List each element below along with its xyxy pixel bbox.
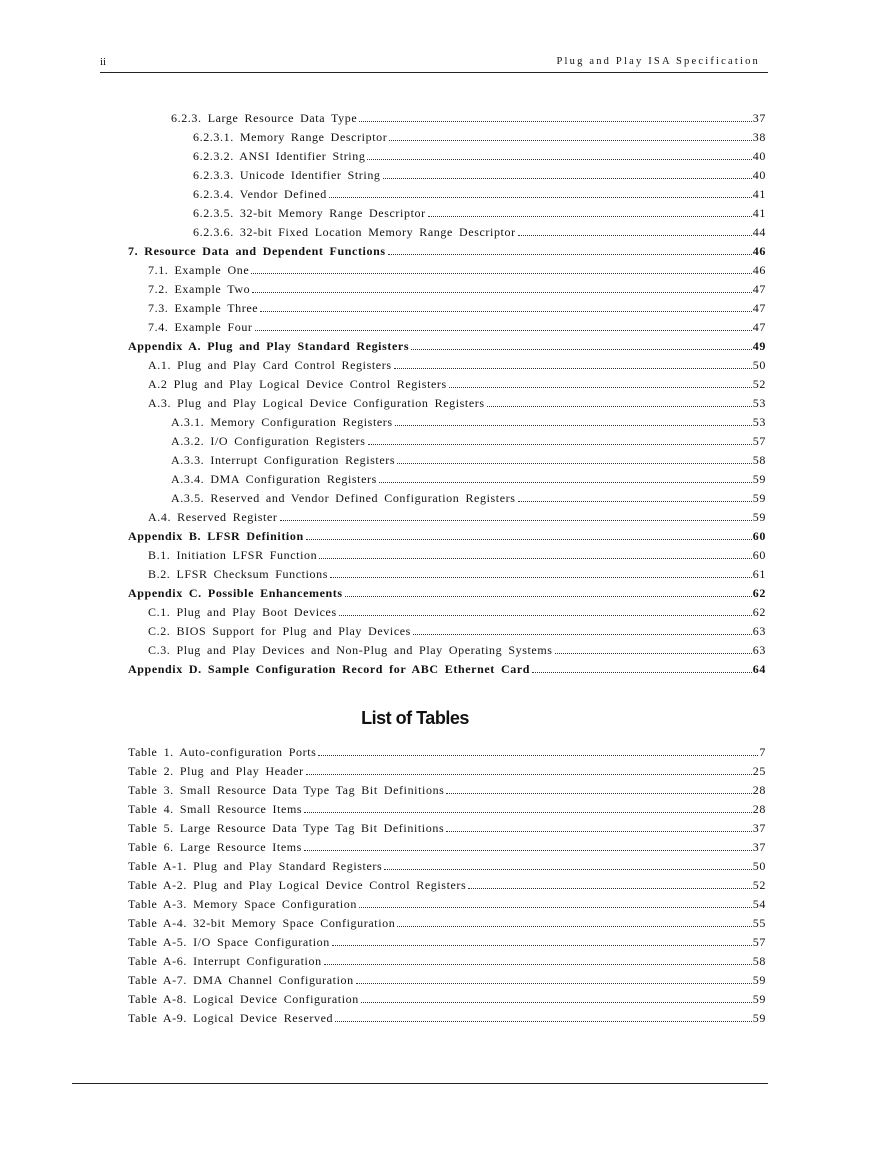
toc-entry-page: 41 (752, 206, 766, 220)
dot-leader (368, 444, 752, 445)
toc-entry[interactable] (193, 220, 766, 239)
toc-entry[interactable] (128, 892, 766, 911)
toc-entry[interactable] (128, 334, 766, 353)
toc-entry-label: Appendix C. Possible Enhancements (128, 586, 343, 600)
toc-entry-page: 40 (752, 149, 766, 163)
toc-entry[interactable] (193, 144, 766, 163)
toc-entry-label: 6.2.3.4. Vendor Defined (193, 187, 327, 201)
toc-entry-page: 28 (752, 802, 766, 816)
toc-entry[interactable] (128, 778, 766, 797)
toc-entry[interactable] (128, 797, 766, 816)
toc-entry-label: 7.3. Example Three (148, 301, 259, 315)
toc-entry[interactable] (171, 106, 766, 125)
toc-entry[interactable] (148, 277, 766, 296)
toc-entry[interactable] (128, 524, 766, 543)
dot-leader (487, 406, 752, 407)
dot-leader (359, 121, 752, 122)
footer-rule (72, 1083, 768, 1084)
toc-entry-label: C.3. Plug and Play Devices and Non-Plug and Play Operating Systems (148, 643, 553, 657)
dot-leader (304, 812, 752, 813)
toc-entry[interactable] (148, 505, 766, 524)
dot-leader (446, 793, 751, 794)
dot-leader (345, 596, 752, 597)
toc-entry-page: 58 (752, 453, 766, 467)
toc-entry[interactable] (128, 987, 766, 1006)
dot-leader (411, 349, 752, 350)
toc-entry-page: 47 (752, 320, 766, 334)
toc-entry-label: Appendix A. Plug and Play Standard Registers (128, 339, 410, 353)
dot-leader (532, 672, 752, 673)
toc-entry-page: 49 (752, 339, 766, 353)
toc-entry[interactable] (171, 429, 766, 448)
toc-entry-page: 57 (752, 434, 766, 448)
dot-leader (319, 558, 752, 559)
dot-leader (304, 850, 752, 851)
toc-entry-label: 6.2.3.3. Unicode Identifier String (193, 168, 381, 182)
toc-entry[interactable] (148, 372, 766, 391)
toc-entry-label: A.4. Reserved Register (148, 510, 278, 524)
toc-entry-page: 63 (752, 624, 766, 638)
toc-entry-label: Table A-2. Plug and Play Logical Device Control Registers (128, 878, 467, 892)
table-of-contents (0, 106, 893, 676)
toc-entry-label: Table A-7. DMA Channel Configuration (128, 973, 354, 987)
dot-leader (329, 197, 752, 198)
toc-entry-page: 7 (759, 745, 766, 759)
dot-leader (397, 926, 751, 927)
toc-entry[interactable] (148, 543, 766, 562)
toc-entry[interactable] (128, 1006, 766, 1025)
toc-entry-label: B.1. Initiation LFSR Function (148, 548, 318, 562)
dot-leader (383, 178, 752, 179)
toc-entry[interactable] (128, 759, 766, 778)
toc-entry[interactable] (148, 638, 766, 657)
toc-entry-page: 57 (752, 935, 766, 949)
toc-entry[interactable] (128, 949, 766, 968)
page-number: ii (100, 56, 107, 68)
toc-entry[interactable] (128, 873, 766, 892)
dot-leader (361, 1002, 752, 1003)
toc-entry-page: 59 (752, 491, 766, 505)
toc-entry[interactable] (128, 657, 766, 676)
toc-entry-page: 59 (752, 472, 766, 486)
toc-entry-label: Table 5. Large Resource Data Type Tag Bit Definitions (128, 821, 445, 835)
toc-entry-page: 38 (752, 130, 766, 144)
dot-leader (518, 235, 752, 236)
toc-entry-page: 53 (752, 415, 766, 429)
dot-leader (356, 983, 752, 984)
toc-entry[interactable] (171, 467, 766, 486)
dot-leader (335, 1021, 752, 1022)
toc-entry-label: 6.2.3.1. Memory Range Descriptor (193, 130, 388, 144)
header-rule (100, 72, 768, 73)
toc-entry-page: 37 (752, 821, 766, 835)
toc-entry-label: 7.2. Example Two (148, 282, 251, 296)
toc-entry[interactable] (128, 239, 766, 258)
toc-entry[interactable] (148, 258, 766, 277)
toc-entry-label: Table A-1. Plug and Play Standard Registers (128, 859, 383, 873)
toc-entry-page: 59 (752, 973, 766, 987)
running-title: Plug and Play ISA Specification (556, 56, 760, 67)
list-of-tables (0, 740, 893, 1025)
toc-entry-page: 37 (752, 840, 766, 854)
toc-entry[interactable] (148, 562, 766, 581)
toc-entry[interactable] (171, 410, 766, 429)
dot-leader (359, 907, 752, 908)
toc-entry[interactable] (193, 125, 766, 144)
toc-entry-label: 6.2.3.6. 32-bit Fixed Location Memory Range Descriptor (193, 225, 516, 239)
toc-entry-page: 44 (752, 225, 766, 239)
toc-entry-page: 59 (752, 510, 766, 524)
toc-entry-label: A.1. Plug and Play Card Control Registers (148, 358, 392, 372)
dot-leader (384, 869, 752, 870)
toc-entry[interactable] (128, 816, 766, 835)
toc-entry-label: A.3.4. DMA Configuration Registers (171, 472, 377, 486)
toc-entry-label: Table A-5. I/O Space Configuration (128, 935, 330, 949)
toc-entry[interactable] (128, 740, 766, 759)
toc-entry[interactable] (171, 448, 766, 467)
toc-entry-label: Appendix B. LFSR Definition (128, 529, 304, 543)
toc-entry[interactable] (128, 581, 766, 600)
toc-entry-label: C.1. Plug and Play Boot Devices (148, 605, 337, 619)
toc-entry[interactable] (128, 835, 766, 854)
toc-entry[interactable] (128, 968, 766, 987)
toc-entry-label: Table 4. Small Resource Items (128, 802, 303, 816)
toc-entry-label: Table A-8. Logical Device Configuration (128, 992, 359, 1006)
dot-leader (260, 311, 752, 312)
toc-entry-page: 37 (752, 111, 766, 125)
toc-entry-label: B.2. LFSR Checksum Functions (148, 567, 328, 581)
toc-entry-page: 62 (752, 605, 766, 619)
toc-entry[interactable] (148, 315, 766, 334)
toc-entry-page: 28 (752, 783, 766, 797)
toc-entry-page: 47 (752, 282, 766, 296)
dot-leader (397, 463, 752, 464)
toc-entry-label: Table 3. Small Resource Data Type Tag Bit Definitions (128, 783, 445, 797)
toc-entry[interactable] (148, 619, 766, 638)
toc-entry-label: 6.2.3. Large Resource Data Type (171, 111, 358, 125)
toc-entry-page: 25 (752, 764, 766, 778)
toc-entry-label: C.2. BIOS Support for Plug and Play Devices (148, 624, 411, 638)
toc-entry-label: 6.2.3.5. 32-bit Memory Range Descriptor (193, 206, 426, 220)
toc-entry[interactable] (193, 201, 766, 220)
dot-leader (330, 577, 752, 578)
dot-leader (518, 501, 752, 502)
toc-entry-label: A.3.2. I/O Configuration Registers (171, 434, 366, 448)
toc-entry-label: Table 2. Plug and Play Header (128, 764, 304, 778)
dot-leader (379, 482, 752, 483)
toc-entry-page: 41 (752, 187, 766, 201)
toc-entry-page: 61 (752, 567, 766, 581)
dot-leader (428, 216, 752, 217)
dot-leader (395, 425, 752, 426)
toc-entry-page: 46 (752, 263, 766, 277)
toc-entry-label: A.3.3. Interrupt Configuration Registers (171, 453, 396, 467)
toc-entry-page: 63 (752, 643, 766, 657)
dot-leader (306, 774, 752, 775)
toc-entry-label: Appendix D. Sample Configuration Record for ABC Ethernet Card (128, 662, 531, 676)
toc-entry-page: 52 (752, 878, 766, 892)
toc-entry-page: 62 (752, 586, 766, 600)
toc-entry-label: Table A-3. Memory Space Configuration (128, 897, 357, 911)
dot-leader (367, 159, 751, 160)
toc-entry-page: 50 (752, 358, 766, 372)
toc-entry-label: A.2 Plug and Play Logical Device Control Registers (148, 377, 447, 391)
toc-entry-label: 7.1. Example One (148, 263, 250, 277)
dot-leader (255, 330, 752, 331)
toc-entry[interactable] (148, 353, 766, 372)
toc-entry-page: 58 (752, 954, 766, 968)
dot-leader (306, 539, 752, 540)
list-of-tables-heading: List of Tables (361, 708, 469, 728)
toc-entry[interactable] (193, 163, 766, 182)
toc-entry-page: 64 (752, 662, 766, 676)
toc-entry[interactable] (193, 182, 766, 201)
toc-entry-page: 47 (752, 301, 766, 315)
dot-leader (389, 140, 751, 141)
toc-entry-page: 52 (752, 377, 766, 391)
toc-entry[interactable] (148, 391, 766, 410)
toc-entry[interactable] (128, 911, 766, 930)
toc-entry-page: 60 (752, 548, 766, 562)
dot-leader (555, 653, 752, 654)
toc-entry[interactable] (148, 600, 766, 619)
toc-entry[interactable] (128, 854, 766, 873)
toc-entry-page: 40 (752, 168, 766, 182)
toc-entry-page: 59 (752, 1011, 766, 1025)
toc-entry-label: Table A-4. 32-bit Memory Space Configuration (128, 916, 396, 930)
dot-leader (339, 615, 752, 616)
toc-entry-label: A.3. Plug and Play Logical Device Configuration Registers (148, 396, 485, 410)
toc-entry-page: 55 (752, 916, 766, 930)
dot-leader (332, 945, 752, 946)
toc-entry[interactable] (148, 296, 766, 315)
dot-leader (324, 964, 752, 965)
dot-leader (413, 634, 752, 635)
toc-entry-page: 53 (752, 396, 766, 410)
toc-entry-label: Table 1. Auto-configuration Ports (128, 745, 317, 759)
dot-leader (251, 273, 752, 274)
dot-leader (388, 254, 752, 255)
toc-entry-label: Table A-6. Interrupt Configuration (128, 954, 322, 968)
toc-entry[interactable] (171, 486, 766, 505)
toc-entry-page: 60 (752, 529, 766, 543)
toc-entry-label: A.3.1. Memory Configuration Registers (171, 415, 393, 429)
dot-leader (280, 520, 752, 521)
dot-leader (449, 387, 752, 388)
dot-leader (394, 368, 752, 369)
toc-entry-label: A.3.5. Reserved and Vendor Defined Configuration Registers (171, 491, 516, 505)
toc-entry-label: 6.2.3.2. ANSI Identifier String (193, 149, 366, 163)
toc-entry-label: Table A-9. Logical Device Reserved (128, 1011, 334, 1025)
toc-entry-label: 7. Resource Data and Dependent Functions (128, 244, 386, 258)
dot-leader (468, 888, 751, 889)
toc-entry-page: 46 (752, 244, 766, 258)
dot-leader (318, 755, 758, 756)
toc-entry-label: 7.4. Example Four (148, 320, 253, 334)
dot-leader (446, 831, 752, 832)
toc-entry-page: 50 (752, 859, 766, 873)
toc-entry-page: 54 (752, 897, 766, 911)
toc-entry-label: Table 6. Large Resource Items (128, 840, 302, 854)
page-header (100, 56, 768, 72)
toc-entry-page: 59 (752, 992, 766, 1006)
toc-entry[interactable] (128, 930, 766, 949)
dot-leader (252, 292, 752, 293)
